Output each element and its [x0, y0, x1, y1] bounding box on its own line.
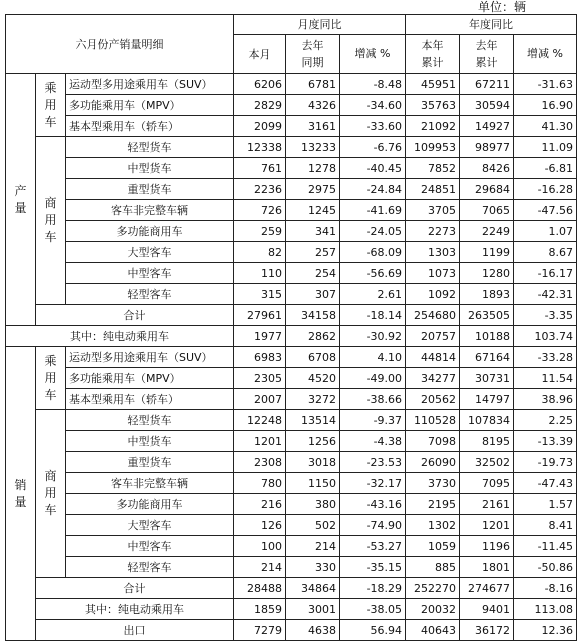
table-cell: 29684 — [460, 179, 514, 200]
table-cell: 252270 — [406, 578, 460, 599]
row-label: 基本型乘用车（轿车） — [66, 116, 234, 137]
table-cell: 254680 — [406, 305, 460, 326]
table-cell: 2.61 — [340, 284, 406, 305]
table-cell: 113.08 — [514, 599, 577, 620]
table-cell: 1199 — [460, 242, 514, 263]
row-label: 重型货车 — [66, 452, 234, 473]
table-cell: 1059 — [406, 536, 460, 557]
table-cell: 67164 — [460, 347, 514, 368]
row-label: 轻型客车 — [66, 557, 234, 578]
table-cell: 2.25 — [514, 410, 577, 431]
table-cell: 380 — [286, 494, 340, 515]
table-cell: 110528 — [406, 410, 460, 431]
table-cell: 1278 — [286, 158, 340, 179]
table-row — [6, 200, 577, 221]
table-cell: 30731 — [460, 368, 514, 389]
table-cell: 2249 — [460, 221, 514, 242]
production-label — [6, 74, 36, 326]
table-cell: 1303 — [406, 242, 460, 263]
table-cell: 7065 — [460, 200, 514, 221]
table-cell: 7098 — [406, 431, 460, 452]
table-cell: 502 — [286, 515, 340, 536]
table-row — [6, 494, 577, 515]
table-cell: 103.74 — [514, 326, 577, 347]
table-cell: 100 — [234, 536, 286, 557]
table-cell: -9.37 — [340, 410, 406, 431]
yearly-group-header: 年度同比 — [406, 15, 577, 35]
row-label: 轻型客车 — [66, 284, 234, 305]
table-row — [6, 557, 577, 578]
row-label: 轻型货车 — [66, 137, 234, 158]
table-cell: 1859 — [234, 599, 286, 620]
row-label: 基本型乘用车（轿车） — [66, 389, 234, 410]
table-cell: 12248 — [234, 410, 286, 431]
table-cell: 1977 — [234, 326, 286, 347]
table-cell: 16.90 — [514, 95, 577, 116]
table-cell: 10188 — [460, 326, 514, 347]
table-cell: 13233 — [286, 137, 340, 158]
table-cell: 2862 — [286, 326, 340, 347]
sales-label — [6, 347, 36, 641]
table-cell: 214 — [234, 557, 286, 578]
table-cell: 2273 — [406, 221, 460, 242]
row-label: 大型客车 — [66, 515, 234, 536]
row-label: 多功能商用车 — [66, 221, 234, 242]
table-cell: -24.05 — [340, 221, 406, 242]
table-cell: 1.57 — [514, 494, 577, 515]
table-cell: 67211 — [460, 74, 514, 95]
table-cell: 1196 — [460, 536, 514, 557]
table-cell: -74.90 — [340, 515, 406, 536]
table-cell: 8195 — [460, 431, 514, 452]
table-cell: 34864 — [286, 578, 340, 599]
table-row — [6, 74, 577, 95]
table-cell: -56.69 — [340, 263, 406, 284]
table-cell: -43.16 — [340, 494, 406, 515]
col-header-ytd: 本年累计 — [406, 35, 460, 74]
table-cell: 34158 — [286, 305, 340, 326]
table-cell: 4638 — [286, 620, 340, 641]
table-cell: 56.94 — [340, 620, 406, 641]
table-cell: -8.48 — [340, 74, 406, 95]
table-cell: -38.66 — [340, 389, 406, 410]
table-cell: -6.76 — [340, 137, 406, 158]
table-cell: -13.39 — [514, 431, 577, 452]
table-cell: 1302 — [406, 515, 460, 536]
table-cell: -3.35 — [514, 305, 577, 326]
table-row — [6, 473, 577, 494]
table-cell: 2099 — [234, 116, 286, 137]
table-cell: 7852 — [406, 158, 460, 179]
table-cell: 98977 — [460, 137, 514, 158]
row-label: 其中：纯电动乘用车 — [6, 326, 234, 347]
table-cell: -4.38 — [340, 431, 406, 452]
table-cell: 6708 — [286, 347, 340, 368]
row-label: 中型客车 — [66, 536, 234, 557]
table-cell: 2829 — [234, 95, 286, 116]
table-cell: 44814 — [406, 347, 460, 368]
row-label: 其中：纯电动乘用车 — [36, 599, 234, 620]
table-cell: -16.28 — [514, 179, 577, 200]
table-cell: 11.09 — [514, 137, 577, 158]
table-cell: 214 — [286, 536, 340, 557]
table-cell: 6781 — [286, 74, 340, 95]
table-cell: 726 — [234, 200, 286, 221]
table-cell: 307 — [286, 284, 340, 305]
table-row — [6, 452, 577, 473]
table-cell: -8.16 — [514, 578, 577, 599]
table-cell: 20562 — [406, 389, 460, 410]
table-cell: 274677 — [460, 578, 514, 599]
table-cell: 216 — [234, 494, 286, 515]
table-cell: 3018 — [286, 452, 340, 473]
table-cell: 45951 — [406, 74, 460, 95]
table-cell: 2161 — [460, 494, 514, 515]
table-cell: -47.56 — [514, 200, 577, 221]
table-cell: 20032 — [406, 599, 460, 620]
table-cell: -23.53 — [340, 452, 406, 473]
table-cell: 3272 — [286, 389, 340, 410]
table-cell: 1150 — [286, 473, 340, 494]
table-cell: -34.60 — [340, 95, 406, 116]
row-label: 中型客车 — [66, 263, 234, 284]
table-cell: 36172 — [460, 620, 514, 641]
table-cell: -49.00 — [340, 368, 406, 389]
table-cell: 8.67 — [514, 242, 577, 263]
sales-commercial-label — [36, 410, 66, 578]
table-cell: 3730 — [406, 473, 460, 494]
table-cell: 3705 — [406, 200, 460, 221]
table-cell: 4520 — [286, 368, 340, 389]
table-cell: 41.30 — [514, 116, 577, 137]
table-row — [6, 284, 577, 305]
row-label: 出口 — [36, 620, 234, 641]
row-label: 多功能乘用车（MPV） — [66, 368, 234, 389]
sales-passenger-label — [36, 347, 66, 410]
table-cell: 26090 — [406, 452, 460, 473]
table-cell: 1201 — [234, 431, 286, 452]
table-cell: -32.17 — [340, 473, 406, 494]
col-header-last-ytd: 去年累计 — [460, 35, 514, 74]
table-row — [6, 158, 577, 179]
table-row — [6, 95, 577, 116]
ev-row — [6, 326, 577, 347]
table-cell: -16.17 — [514, 263, 577, 284]
table-cell: 330 — [286, 557, 340, 578]
table-cell: -38.05 — [340, 599, 406, 620]
col-header-last-year-same: 去年同期 — [286, 35, 340, 74]
table-cell: 7095 — [460, 473, 514, 494]
table-cell: -50.86 — [514, 557, 577, 578]
row-label: 客车非完整车辆 — [66, 473, 234, 494]
sales-commercial-label-text: 商用车 — [44, 469, 57, 517]
table-cell: 341 — [286, 221, 340, 242]
table-cell: 9401 — [460, 599, 514, 620]
table-row — [6, 515, 577, 536]
table-cell: 263505 — [460, 305, 514, 326]
table-cell: 257 — [286, 242, 340, 263]
table-cell: -47.43 — [514, 473, 577, 494]
table-cell: -35.15 — [340, 557, 406, 578]
table-cell: 1073 — [406, 263, 460, 284]
table-cell: 8.41 — [514, 515, 577, 536]
production-commercial-label — [36, 137, 66, 305]
table-cell: -11.45 — [514, 536, 577, 557]
table-cell: 3001 — [286, 599, 340, 620]
table-cell: 1893 — [460, 284, 514, 305]
production-sales-table — [5, 14, 577, 641]
row-label: 合计 — [36, 578, 234, 599]
table-cell: 110 — [234, 263, 286, 284]
table-cell: -24.84 — [340, 179, 406, 200]
ev-row — [6, 599, 577, 620]
unit-label: 单位：辆 — [478, 0, 527, 14]
table-cell: 27961 — [234, 305, 286, 326]
row-label: 运动型多用途乘用车（SUV） — [66, 74, 234, 95]
table-cell: 21092 — [406, 116, 460, 137]
table-cell: 11.54 — [514, 368, 577, 389]
export-row — [6, 620, 577, 641]
monthly-group-header: 月度同比 — [234, 15, 406, 35]
table-cell: 126 — [234, 515, 286, 536]
table-row — [6, 179, 577, 200]
table-row — [6, 221, 577, 242]
table-cell: 6206 — [234, 74, 286, 95]
table-cell: -68.09 — [340, 242, 406, 263]
sales-label-text: 销量 — [14, 477, 27, 509]
table-row — [6, 536, 577, 557]
table-cell: 761 — [234, 158, 286, 179]
table-cell: -33.28 — [514, 347, 577, 368]
table-cell: -30.92 — [340, 326, 406, 347]
table-cell: 1092 — [406, 284, 460, 305]
table-cell: 3161 — [286, 116, 340, 137]
table-cell: 1245 — [286, 200, 340, 221]
table-cell: 8426 — [460, 158, 514, 179]
table-cell: 254 — [286, 263, 340, 284]
table-cell: 12338 — [234, 137, 286, 158]
row-label: 轻型货车 — [66, 410, 234, 431]
table-cell: -40.45 — [340, 158, 406, 179]
row-label: 中型货车 — [66, 431, 234, 452]
table-cell: -18.14 — [340, 305, 406, 326]
table-cell: 20757 — [406, 326, 460, 347]
table-cell: 780 — [234, 473, 286, 494]
table-cell: 259 — [234, 221, 286, 242]
total-row — [6, 305, 577, 326]
table-cell: 1.07 — [514, 221, 577, 242]
table-row — [6, 431, 577, 452]
table-cell: 885 — [406, 557, 460, 578]
table-cell: 2007 — [234, 389, 286, 410]
table-cell: 12.36 — [514, 620, 577, 641]
table-row — [6, 116, 577, 137]
table-cell: 35763 — [406, 95, 460, 116]
table-row — [6, 410, 577, 431]
table-cell: 34277 — [406, 368, 460, 389]
table-cell: 1280 — [460, 263, 514, 284]
table-title: 六月份产销量明细 — [6, 15, 234, 74]
table-cell: 6983 — [234, 347, 286, 368]
table-cell: -19.73 — [514, 452, 577, 473]
table-cell: 4.10 — [340, 347, 406, 368]
row-label: 客车非完整车辆 — [66, 200, 234, 221]
table-row — [6, 389, 577, 410]
table-cell: -42.31 — [514, 284, 577, 305]
table-cell: 2308 — [234, 452, 286, 473]
row-label: 大型客车 — [66, 242, 234, 263]
table-cell: -31.63 — [514, 74, 577, 95]
table-cell: 2195 — [406, 494, 460, 515]
table-cell: 2236 — [234, 179, 286, 200]
production-label-text: 产量 — [14, 183, 27, 215]
table-row — [6, 263, 577, 284]
table-cell: -53.27 — [340, 536, 406, 557]
table-cell: 28488 — [234, 578, 286, 599]
row-label: 合计 — [36, 305, 234, 326]
row-label: 重型货车 — [66, 179, 234, 200]
table-cell: 32502 — [460, 452, 514, 473]
table-cell: 109953 — [406, 137, 460, 158]
table-cell: 38.96 — [514, 389, 577, 410]
table-cell: 107834 — [460, 410, 514, 431]
table-cell: 13514 — [286, 410, 340, 431]
row-label: 中型货车 — [66, 158, 234, 179]
table-cell: 2305 — [234, 368, 286, 389]
table-cell: 7279 — [234, 620, 286, 641]
table-cell: 14927 — [460, 116, 514, 137]
table-cell: 315 — [234, 284, 286, 305]
row-label: 运动型多用途乘用车（SUV） — [66, 347, 234, 368]
table-cell: 1256 — [286, 431, 340, 452]
table-cell: 14797 — [460, 389, 514, 410]
table-cell: -41.69 — [340, 200, 406, 221]
table-cell: 24851 — [406, 179, 460, 200]
table-row — [6, 137, 577, 158]
production-commercial-label-text: 商用车 — [44, 196, 57, 244]
table-row — [6, 368, 577, 389]
table-cell: 82 — [234, 242, 286, 263]
production-passenger-label — [36, 74, 66, 137]
col-header-change: 增减 % — [340, 35, 406, 74]
table-cell: -6.81 — [514, 158, 577, 179]
production-passenger-label-text: 乘用车 — [44, 80, 57, 129]
table-cell: 30594 — [460, 95, 514, 116]
table-cell: 2975 — [286, 179, 340, 200]
col-header-month: 本月 — [234, 35, 286, 74]
col-header-change-ytd: 增减 % — [514, 35, 577, 74]
table-cell: 4326 — [286, 95, 340, 116]
total-row — [6, 578, 577, 599]
row-label: 多功能乘用车（MPV） — [66, 95, 234, 116]
table-cell: 1801 — [460, 557, 514, 578]
table-cell: -33.60 — [340, 116, 406, 137]
row-label: 多功能商用车 — [66, 494, 234, 515]
sales-passenger-label-text: 乘用车 — [44, 353, 57, 402]
table-cell: -18.29 — [340, 578, 406, 599]
table-cell: 40643 — [406, 620, 460, 641]
table-row — [6, 347, 577, 368]
table-row — [6, 242, 577, 263]
table-cell: 1201 — [460, 515, 514, 536]
